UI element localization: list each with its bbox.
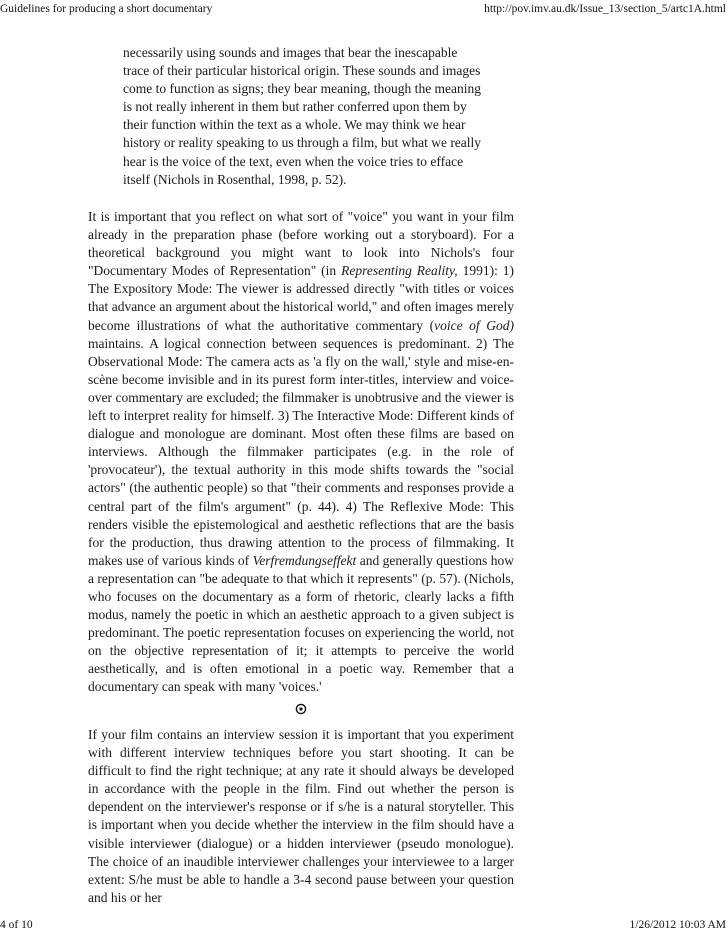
- block-quote-text: necessarily using sounds and images that bear the inescapable trace of their particular historical origin. These sounds and images come to function as signs; they bear meaning, though the meaning is not really inherent in them but rather conferred upon them by their function within the text as a whole. We may think we hear history or reality speaking to us through a film, but what we really hear is the voice of the text, even when the voice tries to efface itself (Nichols in Rosenthal, 1998, p. 52).: [123, 45, 482, 187]
- paragraph-text: maintains. A logical connection between sequences is predominant. 2) The Observational Mode: The camera acts as 'a fly on the wall,' style and mise-en-scène become invisible and in its purest form inter-titles, interview and voice-over commentary are excluded; the filmmaker is unobtrusive and the viewer is left to interpret reality for himself. 3) The Interactive Mode: Different kinds of dialogue and monologue are dominant. Most often these films are based on interviews. Although the filmmaker participates (e.g. in the role of 'provocateur'), the textual authority in this mode shifts towards the "social actors" (the authentic people) so that "their comments and responses provide a central part of the film's argument" (p. 44). 4) The Reflexive Mode: This renders visible the epistemological and aesthetic reflections that are the basis for the production, thus drawing attention to the process of filmmaking. It makes use of various kinds of: [88, 335, 514, 568]
- body-paragraph-modes: [88, 208, 514, 697]
- page-header-title: Guidelines for producing a short documentary: [0, 3, 213, 15]
- paragraph-text: It is important that you reflect on what sort of "voice" you want in your film already in the preparation phase (before working out a storyboard). For a theoretical background you might want to look into Nichols's four "Documentary Modes of Representation" (in: [88, 209, 514, 279]
- book-title: Representing Reality,: [341, 263, 458, 279]
- page-counter: 4 of 10: [0, 919, 33, 931]
- italic-term: voice of God): [434, 317, 514, 333]
- circled-dot-icon: [295, 703, 307, 715]
- body-paragraph-interview: If your film contains an interview session it is important that you experiment with different interview techniques before you start shooting. It can be difficult to find the right technique; at any rate it should always be developed in accordance with the people in the film. Find out whether the person is dependent on the interviewer's response or if s/he is a natural storyteller. This is important when you decide whether the interview in the film should have a visible interviewer (dialogue) or a hidden interviewer (pseudo monologue). The choice of an inaudible interviewer challenges your interviewee to a larger extent: S/he must be able to handle a 3-4 second pause between your question and his or her: [88, 727, 514, 905]
- block-quote: [123, 44, 483, 189]
- italic-term: Verfremdungseffekt: [252, 552, 357, 568]
- paragraph-text: and generally questions how a representation can "be adequate to that which it represents" (p. 57). (Nichols, who focuses on the documentary as a form of rhetoric, clearly lacks a fifth modus, namely the poetic in which an aesthetic approach to a given subject is predominant. The poetic representation focuses on experiencing the world, not on the objective representation of it; it attempts to perceive the world aesthetically, and is often emotional in a poetic way. Remember that a documentary can speak with many 'voices.': [88, 552, 514, 695]
- print-timestamp: 1/26/2012 10:03 AM: [629, 919, 726, 931]
- paragraph-text: 1991): 1) The Expository Mode: The viewer is addressed directly "with titles or voices that advance an argument about the historical world," and often images merely become illustrations of what the authoritative commentary (: [88, 263, 514, 333]
- page-header-url: http://pov.imv.au.dk/Issue_13/section_5/artc1A.html: [484, 3, 726, 15]
